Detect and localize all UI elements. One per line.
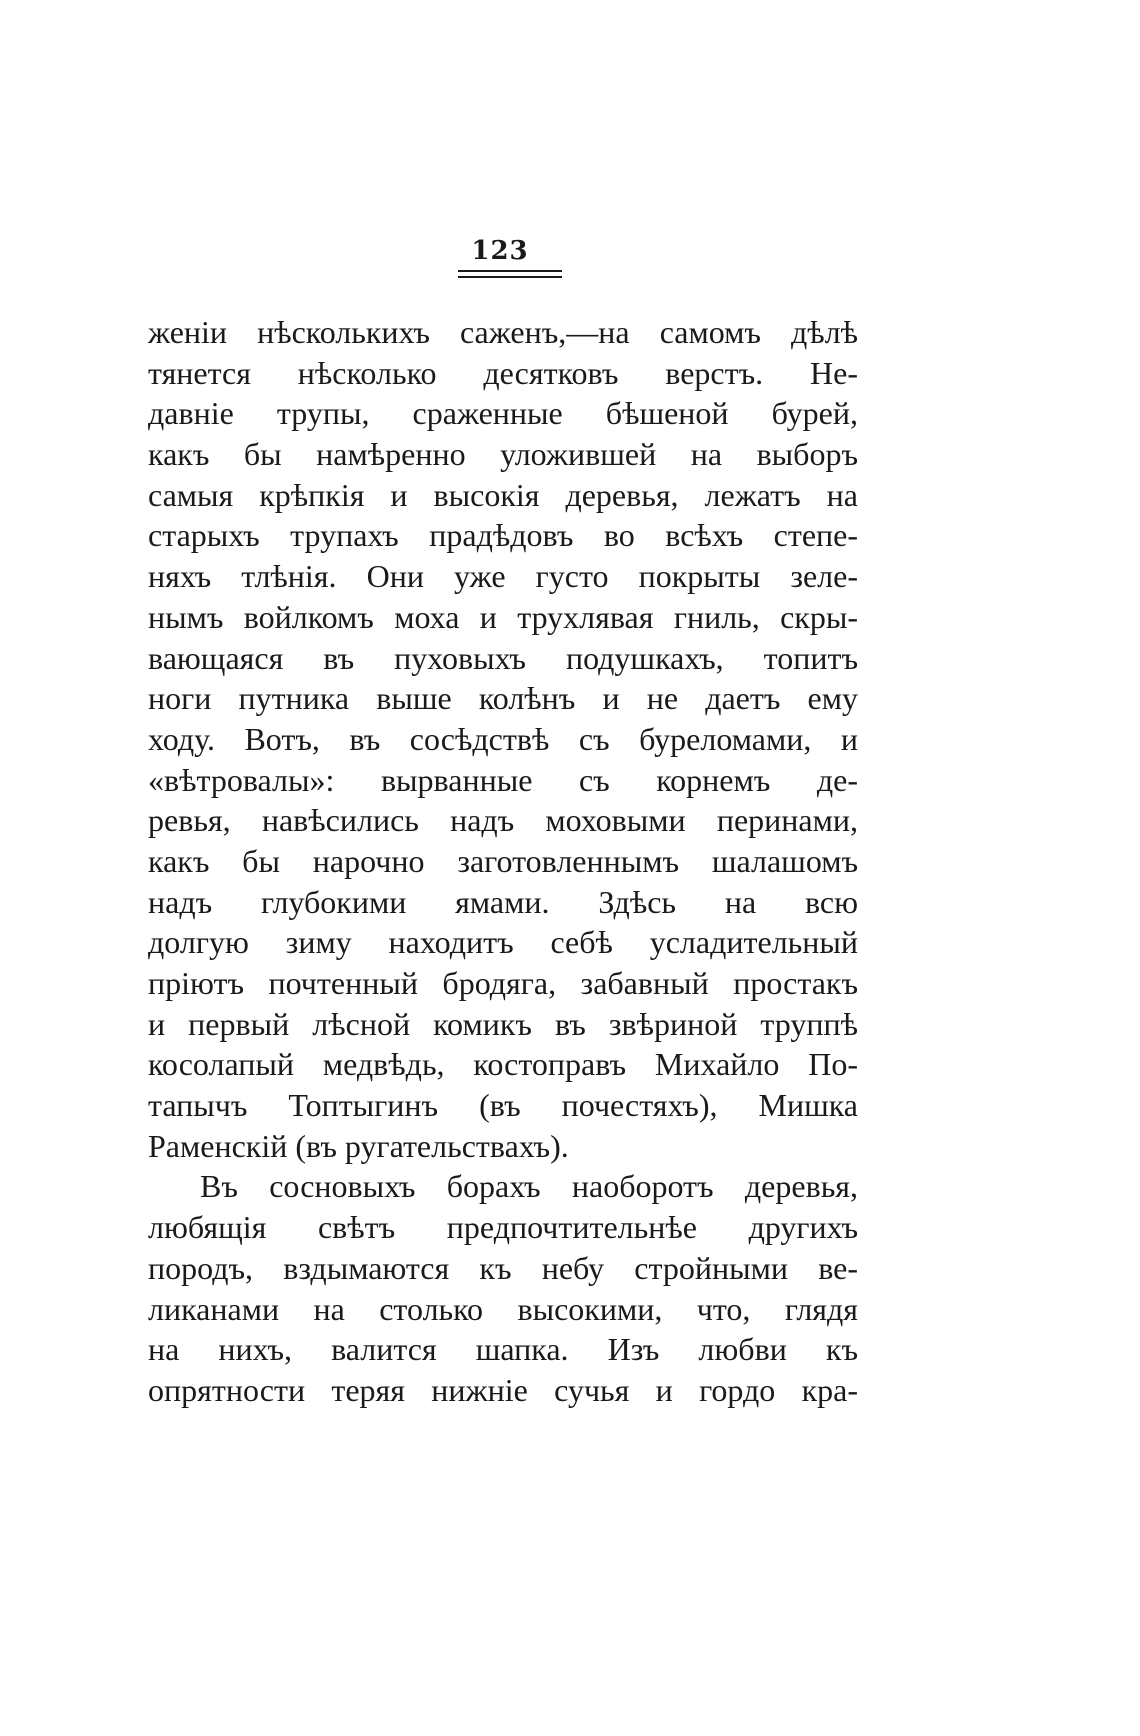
header-rule-top <box>458 270 562 272</box>
text-line: косолапый медвѣдь, костоправъ Михайло По- <box>148 1046 858 1083</box>
text-line: пріютъ почтенный бродяга, забавный простакъ <box>148 965 858 1001</box>
text-line: ходу. Вотъ, въ сосѣдствѣ съ буреломами, и <box>148 720 858 757</box>
header-rule-bottom <box>458 276 562 278</box>
text-line: опрятности теряя нижніе сучья и гордо кра- <box>148 1371 858 1408</box>
text-line: тапычъ Топтыгинъ (въ почестяхъ), Мишка <box>148 1087 858 1124</box>
text-line: надъ глубокими ямами. Здѣсь на всю <box>148 883 858 920</box>
text-line: самыя крѣпкія и высокія деревья, лежатъ на <box>148 476 858 513</box>
text-line: ревья, навѣсились надъ моховыми перинами, <box>148 802 858 839</box>
page-number: 123 <box>471 236 529 266</box>
paragraph-1 <box>148 312 858 1166</box>
text-line: ликанами на столько высокими, что, глядя <box>148 1290 858 1327</box>
text-line: давніе трупы, сраженные бѣшеной бурей, <box>148 395 858 432</box>
text-line: Въ сосновыхъ борахъ наоборотъ деревья, <box>200 1168 858 1205</box>
text-line: няхъ тлѣнія. Они уже густо покрыты зеле- <box>148 558 858 595</box>
text-line: какъ бы нарочно заготовленнымъ шалашомъ <box>148 842 858 879</box>
paragraph-2 <box>148 1166 858 1410</box>
text-line: старыхъ трупахъ прадѣдовъ во всѣхъ степе- <box>148 517 858 554</box>
text-line: любящія свѣтъ предпочтительнѣе другихъ <box>148 1209 858 1246</box>
text-line: и первый лѣсной комикъ въ звѣриной труппѣ <box>148 1005 858 1042</box>
body-text <box>148 312 858 1411</box>
text-line: долгую зиму находитъ себѣ усладительный <box>148 924 858 961</box>
text-line: какъ бы намѣренно уложившей на выборъ <box>148 436 858 473</box>
text-line: ноги путника выше колѣнъ и не даетъ ему <box>148 680 858 717</box>
text-line: породъ, вздымаются къ небу стройными ве- <box>148 1249 858 1286</box>
text-line: Раменскій (въ ругательствахъ). <box>148 1127 569 1164</box>
text-line: на нихъ, валится шапка. Изъ любви къ <box>148 1331 858 1368</box>
text-line: тянется нѣсколько десятковъ верстъ. Не- <box>148 354 858 391</box>
text-line: «вѣтровалы»: вырванные съ корнемъ де- <box>148 761 858 798</box>
text-line: женіи нѣсколькихъ саженъ,—на самомъ дѣлѣ <box>148 314 858 350</box>
text-line: нымъ войлкомъ моха и трухлявая гниль, скры- <box>148 598 858 635</box>
text-line: вающаяся въ пуховыхъ подушкахъ, топитъ <box>148 639 858 676</box>
